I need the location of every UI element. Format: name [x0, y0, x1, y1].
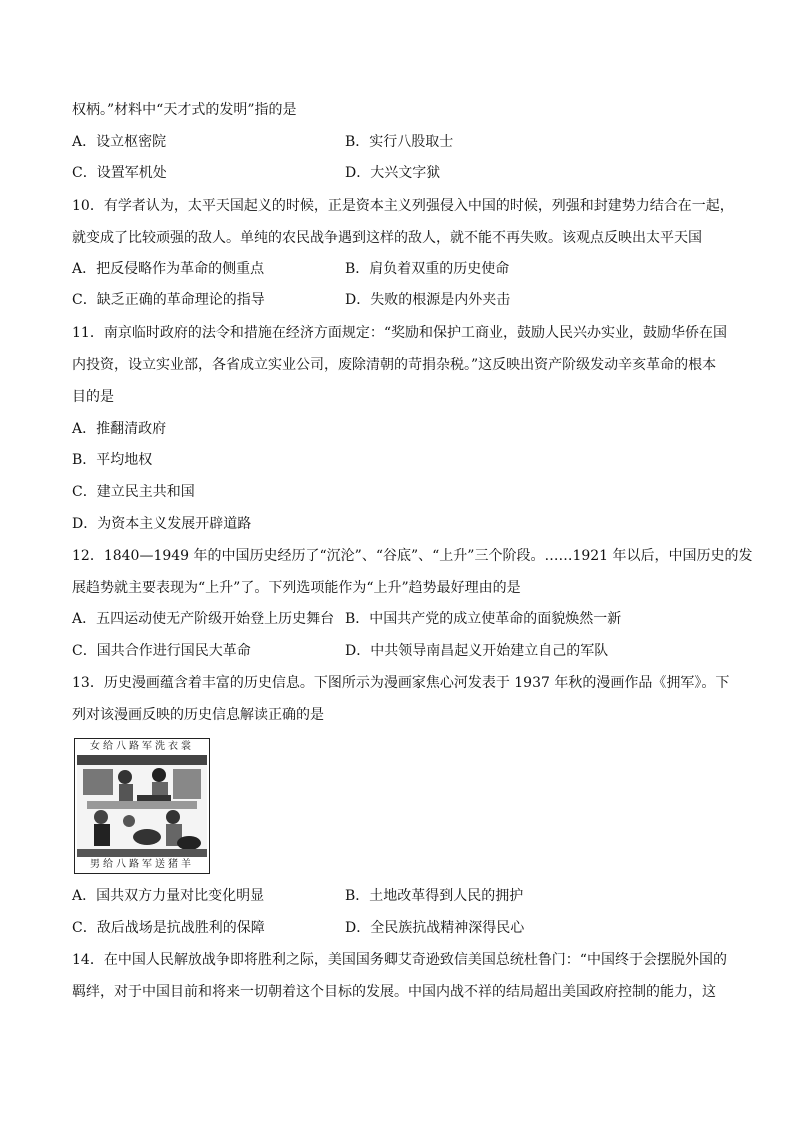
- option-c: C．建立民主共和国: [72, 484, 195, 500]
- option-d: D．中共领导南昌起义开始建立自己的军队: [345, 643, 609, 659]
- question-11: 11．南京临时政府的法令和措施在经济方面规定：“奖励和保护工商业，鼓励人民兴办实业，鼓励华侨在国: [72, 325, 727, 341]
- option-d: D．为资本主义发展开辟道路: [72, 516, 252, 532]
- option-c: C．敌后战场是抗战胜利的保障: [72, 920, 265, 936]
- question-13: 13．历史漫画蕴含着丰富的历史信息。下图所示为漫画家焦心河发表于 1937 年秋的漫画作品《拥军》。下: [72, 675, 730, 691]
- cartoon-drawing: [77, 755, 207, 857]
- question-text: 内投资，设立实业部，各省成立实业公司，废除清朝的苛捐杂税。”这反映出资产阶级发动辛亥革命的根本: [72, 357, 717, 373]
- cartoon-top-caption: 女给八路军洗衣裳: [90, 741, 194, 752]
- option-a: A．推翻清政府: [72, 421, 167, 437]
- option-d: D．全民族抗战精神深得民心: [345, 920, 525, 936]
- option-a: A．设立枢密院: [72, 134, 167, 150]
- question-text: 就变成了比较顽强的敌人。单纯的农民战争遇到这样的敌人，就不能不再失败。该观点反映出太平天国: [72, 230, 702, 246]
- option-c: C．缺乏正确的革命理论的指导: [72, 292, 265, 308]
- question-text: 目的是: [72, 389, 114, 405]
- option-a: A．五四运动使无产阶级开始登上历史舞台: [72, 611, 335, 627]
- option-b: B．肩负着双重的历史使命: [345, 261, 510, 277]
- question-text: 展趋势就主要表现为“上升”了。下列选项能作为“上升”趋势最好理由的是: [72, 580, 521, 596]
- option-d: D．大兴文字狱: [345, 165, 441, 181]
- question-text: 列对该漫画反映的历史信息解读正确的是: [72, 707, 324, 723]
- question-12: 12．1840—1949 年的中国历史经历了“沉沦”、“谷底”、“上升”三个阶段。……1921 年以后，中国历史的发: [72, 548, 753, 564]
- option-d: D．失败的根源是内外夹击: [345, 292, 511, 308]
- option-c: C．国共合作进行国民大革命: [72, 643, 251, 659]
- option-b: B．平均地权: [72, 452, 153, 468]
- cartoon-figure: [74, 738, 210, 874]
- question-text: 权柄。”材料中“天才式的发明”指的是: [72, 102, 297, 118]
- question-10: 10．有学者认为，太平天国起义的时候，正是资本主义列强侵入中国的时候，列强和封建势力结合在一起，: [72, 198, 734, 214]
- option-c: C．设置军机处: [72, 165, 167, 181]
- question-text: 羁绊，对于中国目前和将来一切朝着这个目标的发展。中国内战不祥的结局超出美国政府控制的能力，这: [72, 984, 716, 1000]
- option-b: B．实行八股取士: [345, 134, 454, 150]
- option-b: B．土地改革得到人民的拥护: [345, 888, 524, 904]
- option-a: A．国共双方力量对比变化明显: [72, 888, 265, 904]
- question-14: 14．在中国人民解放战争即将胜利之际，美国国务卿艾奇逊致信美国总统杜鲁门：“中国终于会摆脱外国的: [72, 952, 727, 968]
- cartoon-bottom-caption: 男给八路军送猪羊: [90, 859, 194, 870]
- option-a: A．把反侵略作为革命的侧重点: [72, 261, 265, 277]
- option-b: B．中国共产党的成立使革命的面貌焕然一新: [345, 611, 622, 627]
